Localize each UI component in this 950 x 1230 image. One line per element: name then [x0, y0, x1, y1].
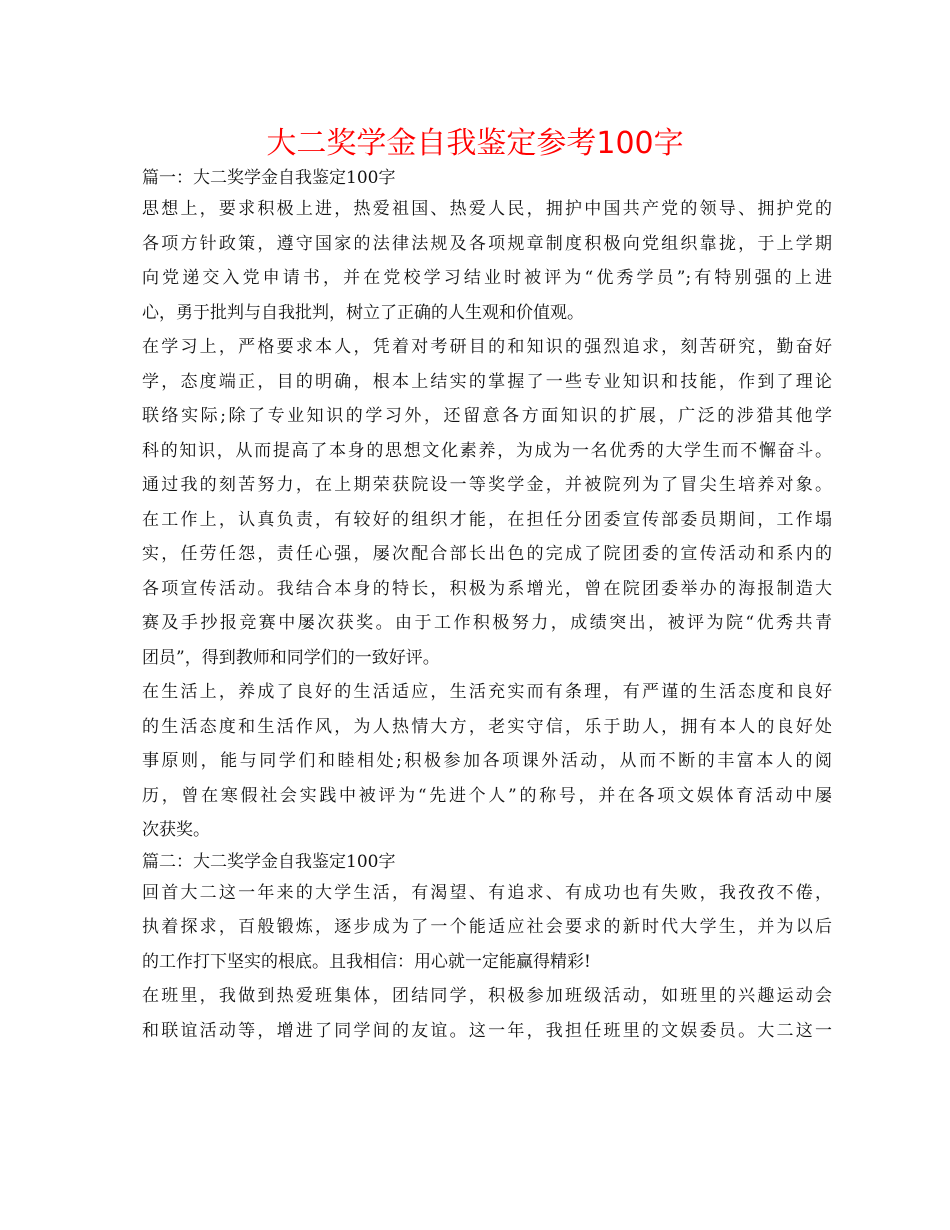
- paragraph-line: 团员”，得到教师和同学们的一致好评。: [142, 647, 440, 668]
- section-heading: 篇二：大二奖学金自我鉴定100字: [142, 851, 396, 872]
- paragraph-line: 在工作上，认真负责，有较好的组织才能，在担任分团委宣传部委员期间，工作塌: [142, 509, 832, 530]
- paragraph-line: 在生活上，养成了良好的生活适应，生活充实而有条理，有严谨的生活态度和良好: [142, 682, 832, 702]
- paragraph-line: 事原则，能与同学们和睦相处;积极参加各项课外活动，从而不断的丰富本人的阅: [142, 751, 832, 771]
- paragraph-line: 执着探求，百般锻炼，逐步成为了一个能适应社会要求的新时代大学生，并为以后: [142, 917, 832, 937]
- section-heading: 篇一：大二奖学金自我鉴定100字: [142, 168, 396, 188]
- paragraph-line: 回首大二这一年来的大学生活，有渴望、有追求、有成功也有失败，我孜孜不倦，: [142, 882, 832, 903]
- paragraph-line: 各项宣传活动。我结合本身的特长，积极为系增光，曾在院团委举办的海报制造大: [142, 578, 832, 599]
- paragraph-line: 在学习上，严格要求本人，凭着对考研目的和知识的强烈追求，刻苦研究，勤奋好: [142, 337, 832, 357]
- paragraph-line: 科的知识，从而提高了本身的思想文化素养，为成为一名优秀的大学生而不懈奋斗。: [142, 440, 832, 461]
- paragraph-line: 思想上，要求积极上进，热爱祖国、热爱人民，拥护中国共产党的领导、拥护党的: [142, 199, 832, 219]
- paragraph-line: 的工作打下坚实的根底。且我相信：用心就一定能赢得精彩!: [142, 951, 591, 972]
- paragraph-line: 学，态度端正，目的明确，根本上结实的掌握了一些专业知识和技能，作到了理论: [142, 371, 832, 392]
- paragraph-line: 和联谊活动等，增进了同学间的友谊。这一年，我担任班里的文娱委员。大二这一: [142, 1020, 832, 1041]
- paragraph-line: 通过我的刻苦努力，在上期荣获院设一等奖学金，并被院列为了冒尖生培养对象。: [142, 475, 832, 495]
- paragraph-line: 历，曾在寒假社会实践中被评为“先进个人”的称号，并在各项文娱体育活动中屡: [142, 785, 832, 806]
- paragraph-line: 在班里，我做到热爱班集体，团结同学，积极参加班级活动，如班里的兴趣运动会: [142, 986, 832, 1006]
- paragraph-line: 向党递交入党申请书，并在党校学习结业时被评为“优秀学员”;有特别强的上进: [142, 268, 832, 288]
- paragraph-line: 次获奖。: [142, 820, 210, 840]
- paragraph-line: 联络实际;除了专业知识的学习外，还留意各方面知识的扩展，广泛的涉猎其他学: [142, 406, 832, 426]
- paragraph-line: 赛及手抄报竞赛中屡次获奖。由于工作积极努力，成绩突出，被评为院“优秀共青: [142, 613, 832, 633]
- paragraph-line: 的生活态度和生活作风，为人热情大方，老实守信，乐于助人，拥有本人的良好处: [142, 716, 832, 737]
- document-title: 大二奖学金自我鉴定参考100字: [266, 126, 684, 161]
- paragraph-line: 各项方针政策，遵守国家的法律法规及各项规章制度积极向党组织靠拢，于上学期: [142, 233, 832, 254]
- paragraph-line: 心，勇于批判与自我批判，树立了正确的人生观和价值观。: [142, 302, 584, 323]
- document-body: [142, 164, 832, 1048]
- paragraph-line: 实，任劳任怨，责任心强，屡次配合部长出色的完成了院团委的宣传活动和系内的: [142, 544, 832, 564]
